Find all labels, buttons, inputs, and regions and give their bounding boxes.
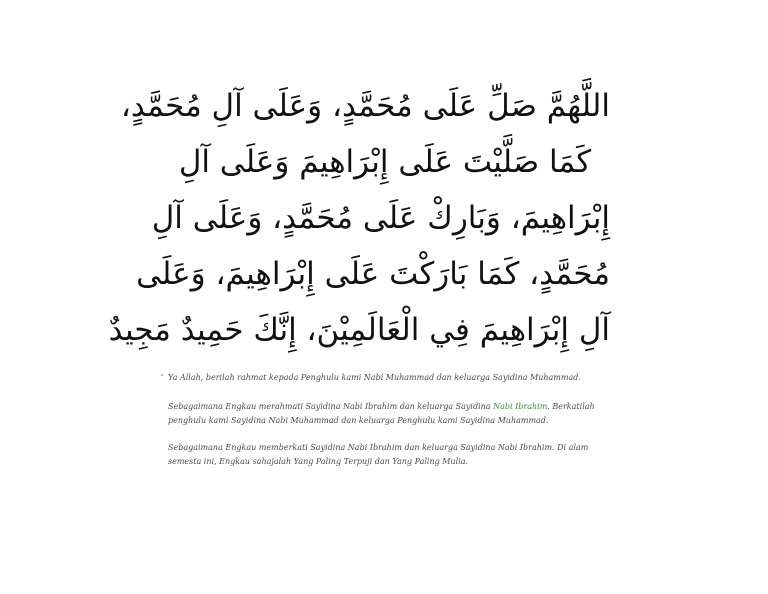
arabic-line-1: اللَّهُمَّ صَلِّ عَلَى مُحَمَّدٍ، وَعَلَى آلِ مُحَمَّدٍ، [120,88,610,124]
translation-text: Ya Allah, berilah rahmat kepada Penghulu kami Nabi Muhammad dan keluarga Sayidina Muhammad. [168,373,581,382]
translation-text: Sebagaimana Engkau merahmati Sayidina Nabi Ibrahim dan keluarga Sayidina [168,402,494,411]
translation-paragraph-3 [168,441,618,468]
arabic-line-4: مُحَمَّدٍ، كَمَا بَارَكْتَ عَلَى إِبْرَاهِيمَ، وَعَلَى [136,256,610,292]
arabic-prayer-text [108,78,610,358]
paragraph-marker [161,374,163,376]
translation-text: Sebagaimana Engkau memberkati Sayidina Nabi Ibrahim dan keluarga Sayidina Nabi Ibrahim. Di alam semesta ini, Engkau sahajalah Yang Paling Terpuji dan Yang Paling Mulia. [168,443,589,466]
translation-text: . Berkatilah penghulu kami Sayidina Nabi Muhammad dan keluarga Penghulu kami Sayidina Muhammad. [168,402,595,425]
translation-paragraph-2 [168,400,618,427]
arabic-line-5: آلِ إِبْرَاهِيمَ فِي الْعَالَمِيْنَ، إِنَّكَ حَمِيدٌ مَجِيدٌ [108,312,610,348]
highlighted-link-text[interactable]: Nabi Ibrahim [493,402,548,411]
arabic-line-3: إِبْرَاهِيمَ، وَبَارِكْ عَلَى مُحَمَّدٍ، وَعَلَى آلِ [151,200,610,236]
translation-paragraph-1 [168,371,618,385]
arabic-line-2: كَمَا صَلَّيْتَ عَلَى إِبْرَاهِيمَ وَعَلَى آلِ [178,144,592,180]
